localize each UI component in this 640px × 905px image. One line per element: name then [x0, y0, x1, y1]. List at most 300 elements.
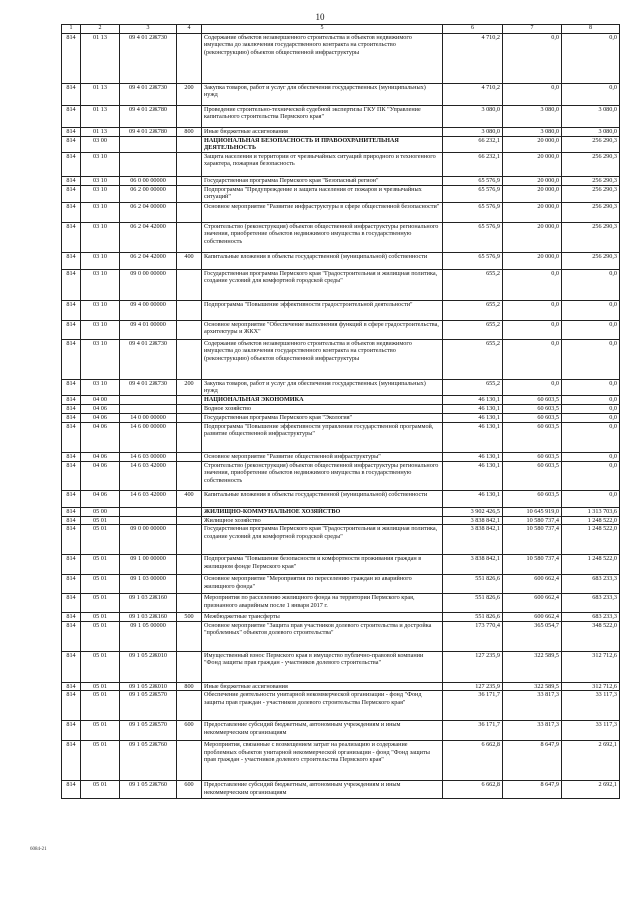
cell-section: 03 10	[81, 321, 120, 340]
cell-expense-type	[177, 462, 202, 491]
cell-description: Проведение строительно-технической судебной экспертизы ГКУ ПК "Управление капитального строительства Пермского края"	[202, 106, 443, 128]
table-row	[62, 34, 620, 84]
cell-amount-2: 600 662,4	[503, 575, 562, 594]
cell-description: Содержание объектов незавершенного строительства и объектов недвижимого имущества до заключения государственного контракта на строительство (реконструкцию) объектов общественной инфраструктуры	[202, 34, 443, 84]
cell-target-article: 06 0 00 00000	[120, 177, 177, 186]
table-row	[62, 594, 620, 613]
cell-amount-3: 0,0	[562, 340, 620, 380]
cell-amount-3: 348 522,0	[562, 621, 620, 651]
cell-amount-2: 60 603,5	[503, 414, 562, 423]
cell-amount-3: 0,0	[562, 405, 620, 414]
cell-amount-3: 256 290,3	[562, 253, 620, 270]
cell-amount-3: 256 290,3	[562, 137, 620, 153]
table-row	[62, 781, 620, 799]
cell-amount-3: 256 290,3	[562, 223, 620, 253]
cell-target-article: 06 2 04 42000	[120, 253, 177, 270]
cell-amount-3: 1 248 522,0	[562, 517, 620, 525]
table-row	[62, 177, 620, 186]
cell-admin-code: 814	[62, 508, 81, 517]
cell-amount-2: 20 000,0	[503, 186, 562, 203]
cell-target-article: 09 4 01 2Ж730	[120, 340, 177, 380]
cell-admin-code: 814	[62, 414, 81, 423]
cell-amount-2: 8 647,9	[503, 741, 562, 781]
cell-target-article	[120, 405, 177, 414]
cell-section: 05 01	[81, 651, 120, 682]
cell-expense-type: 500	[177, 613, 202, 621]
cell-description: Закупка товаров, работ и услуг для обеспечения государственных (муниципальных) нужд	[202, 84, 443, 106]
cell-section: 05 01	[81, 741, 120, 781]
col-number: 5	[202, 25, 443, 34]
footer-code: 6084-21	[30, 847, 47, 852]
cell-amount-3: 683 233,3	[562, 594, 620, 613]
cell-target-article: 09 0 00 00000	[120, 525, 177, 555]
cell-section: 05 01	[81, 691, 120, 721]
cell-expense-type	[177, 301, 202, 321]
cell-amount-3: 256 290,3	[562, 186, 620, 203]
cell-admin-code: 814	[62, 741, 81, 781]
table-row	[62, 380, 620, 396]
cell-target-article	[120, 517, 177, 525]
cell-amount-1: 3 838 842,1	[443, 525, 503, 555]
table-row	[62, 153, 620, 177]
cell-target-article: 09 4 01 2Ж730	[120, 84, 177, 106]
cell-expense-type	[177, 517, 202, 525]
cell-amount-3: 0,0	[562, 270, 620, 301]
cell-expense-type	[177, 508, 202, 517]
cell-amount-3: 256 290,3	[562, 177, 620, 186]
cell-amount-1: 4 710,2	[443, 34, 503, 84]
cell-target-article: 06 2 04 42000	[120, 223, 177, 253]
cell-amount-1: 551 826,6	[443, 575, 503, 594]
table-row	[62, 186, 620, 203]
cell-description: Основное мероприятие "Обеспечение выполнения функций в сфере градостроительства, архитектуры и ЖКХ"	[202, 321, 443, 340]
cell-description: Мероприятия по расселению жилищного фонда на территории Пермского края, признанного аварийным после 1 января 2017 г.	[202, 594, 443, 613]
cell-admin-code: 814	[62, 613, 81, 621]
cell-amount-2: 20 000,0	[503, 253, 562, 270]
cell-description: Защита населения и территории от чрезвычайных ситуаций природного и техногенного характера, пожарная безопасность	[202, 153, 443, 177]
cell-amount-3: 2 692,1	[562, 781, 620, 799]
cell-admin-code: 814	[62, 691, 81, 721]
table-row	[62, 721, 620, 741]
cell-admin-code: 814	[62, 491, 81, 508]
table-row	[62, 340, 620, 380]
cell-section: 05 01	[81, 613, 120, 621]
cell-section: 03 10	[81, 203, 120, 223]
cell-target-article: 09 4 01 00000	[120, 321, 177, 340]
cell-section: 03 10	[81, 270, 120, 301]
cell-expense-type	[177, 691, 202, 721]
cell-admin-code: 814	[62, 682, 81, 690]
cell-section: 03 00	[81, 137, 120, 153]
col-number: 1	[62, 25, 81, 34]
cell-admin-code: 814	[62, 186, 81, 203]
cell-amount-2: 0,0	[503, 34, 562, 84]
cell-admin-code: 814	[62, 396, 81, 405]
cell-admin-code: 814	[62, 525, 81, 555]
cell-section: 04 06	[81, 414, 120, 423]
table-row	[62, 84, 620, 106]
cell-amount-2: 60 603,5	[503, 396, 562, 405]
cell-amount-2: 0,0	[503, 270, 562, 301]
cell-expense-type	[177, 34, 202, 84]
table-row	[62, 555, 620, 575]
cell-section: 05 01	[81, 517, 120, 525]
cell-expense-type	[177, 137, 202, 153]
table-row	[62, 691, 620, 721]
cell-target-article: 06 2 04 00000	[120, 203, 177, 223]
cell-description: Иные бюджетные ассигнования	[202, 682, 443, 690]
cell-amount-1: 65 576,9	[443, 177, 503, 186]
cell-expense-type	[177, 405, 202, 414]
table-row	[62, 414, 620, 423]
column-number-row	[62, 25, 620, 34]
table-row	[62, 128, 620, 137]
cell-target-article	[120, 508, 177, 517]
page-number: 10	[315, 12, 325, 22]
cell-section: 03 10	[81, 301, 120, 321]
cell-target-article: 09 1 05 2Ж760	[120, 781, 177, 799]
cell-section: 01 13	[81, 106, 120, 128]
cell-amount-3: 0,0	[562, 321, 620, 340]
cell-section: 01 13	[81, 34, 120, 84]
cell-target-article: 09 1 05 2Ж010	[120, 682, 177, 690]
table-row	[62, 613, 620, 621]
cell-expense-type: 600	[177, 781, 202, 799]
cell-amount-1: 655,2	[443, 340, 503, 380]
cell-amount-2: 20 000,0	[503, 137, 562, 153]
cell-amount-2: 3 080,0	[503, 128, 562, 137]
cell-description: Подпрограмма "Повышение безопасности и комфортности проживания граждан в жилищном фонде Пермского края"	[202, 555, 443, 575]
table-row	[62, 203, 620, 223]
cell-description: Предоставление субсидий бюджетным, автономным учреждениям и иным некоммерческим организациям	[202, 781, 443, 799]
cell-description: Имущественный взнос Пермского края в имущество публично-правовой компании "Фонд защиты прав граждан - участников долевого строительства"	[202, 651, 443, 682]
cell-expense-type: 400	[177, 491, 202, 508]
cell-amount-1: 655,2	[443, 321, 503, 340]
cell-section: 05 01	[81, 682, 120, 690]
cell-amount-2: 20 000,0	[503, 223, 562, 253]
cell-admin-code: 814	[62, 721, 81, 741]
cell-description: Подпрограмма "Предупреждение и защита населения от пожаров и чрезвычайных ситуаций"	[202, 186, 443, 203]
cell-amount-1: 655,2	[443, 301, 503, 321]
cell-target-article: 09 1 03 00000	[120, 575, 177, 594]
cell-expense-type	[177, 223, 202, 253]
table-row	[62, 525, 620, 555]
cell-expense-type	[177, 340, 202, 380]
cell-section: 05 01	[81, 621, 120, 651]
cell-amount-3: 0,0	[562, 380, 620, 396]
cell-description: Государственная программа Пермского края "Градостроительная и жилищная политика, создание условий для комфортной городской среды"	[202, 270, 443, 301]
cell-expense-type	[177, 555, 202, 575]
cell-target-article	[120, 137, 177, 153]
table-row	[62, 423, 620, 453]
cell-amount-2: 10 645 919,0	[503, 508, 562, 517]
cell-description: Государственная программа Пермского края "Экология"	[202, 414, 443, 423]
cell-amount-1: 46 130,1	[443, 405, 503, 414]
cell-expense-type: 800	[177, 682, 202, 690]
cell-amount-3: 2 692,1	[562, 741, 620, 781]
table-row	[62, 651, 620, 682]
cell-expense-type	[177, 414, 202, 423]
cell-admin-code: 814	[62, 223, 81, 253]
cell-section: 04 06	[81, 423, 120, 453]
cell-target-article: 14 6 03 42000	[120, 462, 177, 491]
cell-amount-1: 66 232,1	[443, 137, 503, 153]
cell-expense-type	[177, 270, 202, 301]
cell-expense-type	[177, 177, 202, 186]
cell-amount-1: 46 130,1	[443, 453, 503, 462]
cell-amount-3: 683 233,3	[562, 613, 620, 621]
cell-expense-type	[177, 594, 202, 613]
table-row	[62, 453, 620, 462]
cell-expense-type	[177, 396, 202, 405]
cell-amount-1: 46 130,1	[443, 491, 503, 508]
cell-admin-code: 814	[62, 575, 81, 594]
cell-amount-1: 6 662,8	[443, 741, 503, 781]
cell-target-article: 09 1 03 2Ж160	[120, 613, 177, 621]
cell-description: Государственная программа Пермского края "Градостроительная и жилищная политика, создание условий для комфортной городской среды"	[202, 525, 443, 555]
cell-section: 04 06	[81, 453, 120, 462]
cell-amount-1: 46 130,1	[443, 423, 503, 453]
cell-description: Содержание объектов незавершенного строительства и объектов недвижимого имущества до заключения государственного контракта на строительство (реконструкцию) объектов общественной инфраструктуры	[202, 340, 443, 380]
table-row	[62, 223, 620, 253]
table-row	[62, 575, 620, 594]
cell-amount-2: 10 580 737,4	[503, 555, 562, 575]
cell-expense-type	[177, 453, 202, 462]
cell-amount-2: 60 603,5	[503, 462, 562, 491]
table-row	[62, 621, 620, 651]
cell-expense-type: 600	[177, 721, 202, 741]
cell-amount-2: 20 000,0	[503, 177, 562, 186]
cell-amount-2: 0,0	[503, 301, 562, 321]
cell-admin-code: 814	[62, 517, 81, 525]
cell-section: 03 10	[81, 153, 120, 177]
cell-description: ЖИЛИЩНО-КОММУНАЛЬНОЕ ХОЗЯЙСТВО	[202, 508, 443, 517]
cell-target-article: 14 6 03 42000	[120, 491, 177, 508]
cell-amount-2: 0,0	[503, 340, 562, 380]
cell-target-article: 09 4 01 2Ж780	[120, 128, 177, 137]
cell-amount-2: 365 054,7	[503, 621, 562, 651]
cell-amount-3: 33 117,3	[562, 691, 620, 721]
cell-amount-1: 127 235,9	[443, 682, 503, 690]
cell-description: Основное мероприятие "Развитие инфраструктуры в сфере общественной безопасности"	[202, 203, 443, 223]
cell-amount-2: 600 662,4	[503, 594, 562, 613]
cell-target-article: 09 1 05 2Ж010	[120, 651, 177, 682]
cell-target-article: 09 1 05 2Ж570	[120, 691, 177, 721]
cell-admin-code: 814	[62, 34, 81, 84]
cell-amount-3: 0,0	[562, 84, 620, 106]
table-row	[62, 137, 620, 153]
cell-section: 03 10	[81, 380, 120, 396]
cell-section: 03 10	[81, 253, 120, 270]
cell-amount-3: 3 080,0	[562, 128, 620, 137]
cell-section: 05 01	[81, 575, 120, 594]
cell-amount-1: 65 576,9	[443, 203, 503, 223]
cell-admin-code: 814	[62, 321, 81, 340]
cell-amount-3: 0,0	[562, 423, 620, 453]
cell-target-article: 09 1 05 00000	[120, 621, 177, 651]
cell-section: 05 01	[81, 781, 120, 799]
cell-admin-code: 814	[62, 380, 81, 396]
cell-amount-2: 33 817,3	[503, 691, 562, 721]
cell-expense-type: 800	[177, 128, 202, 137]
cell-amount-1: 65 576,9	[443, 253, 503, 270]
cell-amount-2: 33 817,3	[503, 721, 562, 741]
cell-description: Обеспечение деятельности унитарной некоммерческой организации - фонд "Фонд защиты прав граждан - участников долевого строительства Пермского края"	[202, 691, 443, 721]
cell-amount-3: 312 712,6	[562, 682, 620, 690]
cell-amount-2: 20 000,0	[503, 203, 562, 223]
cell-target-article: 09 4 00 00000	[120, 301, 177, 321]
cell-description: Мероприятия, связанные с возмещением затрат на реализацию и содержание проблемных объектов унитарной некоммерческой организации - фонд "Фонд защиты прав граждан - участников долевого строительства Пермского края"	[202, 741, 443, 781]
cell-description: НАЦИОНАЛЬНАЯ БЕЗОПАСНОСТЬ И ПРАВООХРАНИТЕЛЬНАЯ ДЕЯТЕЛЬНОСТЬ	[202, 137, 443, 153]
cell-amount-1: 551 826,6	[443, 613, 503, 621]
cell-amount-3: 256 290,3	[562, 203, 620, 223]
cell-admin-code: 814	[62, 270, 81, 301]
cell-admin-code: 814	[62, 153, 81, 177]
cell-expense-type	[177, 423, 202, 453]
cell-amount-1: 65 576,9	[443, 186, 503, 203]
cell-admin-code: 814	[62, 84, 81, 106]
cell-amount-2: 60 603,5	[503, 423, 562, 453]
cell-description: Предоставление субсидий бюджетным, автономным учреждениям и иным некоммерческим организациям	[202, 721, 443, 741]
cell-target-article: 14 6 03 00000	[120, 453, 177, 462]
cell-amount-1: 46 130,1	[443, 462, 503, 491]
cell-description: Жилищное хозяйство	[202, 517, 443, 525]
cell-description: Строительство (реконструкция) объектов общественной инфраструктуры регионального значения, приобретение объектов недвижимого имущества в государственную собственность	[202, 223, 443, 253]
cell-amount-3: 0,0	[562, 462, 620, 491]
cell-amount-3: 683 233,3	[562, 575, 620, 594]
cell-admin-code: 814	[62, 137, 81, 153]
cell-amount-1: 3 902 426,5	[443, 508, 503, 517]
cell-section: 05 01	[81, 525, 120, 555]
cell-target-article	[120, 153, 177, 177]
table-row	[62, 301, 620, 321]
cell-admin-code: 814	[62, 621, 81, 651]
cell-amount-3: 256 290,3	[562, 153, 620, 177]
col-number: 2	[81, 25, 120, 34]
cell-expense-type	[177, 321, 202, 340]
cell-admin-code: 814	[62, 128, 81, 137]
table-row	[62, 682, 620, 690]
cell-admin-code: 814	[62, 301, 81, 321]
cell-admin-code: 814	[62, 405, 81, 414]
cell-amount-2: 60 603,5	[503, 405, 562, 414]
cell-amount-2: 322 589,5	[503, 682, 562, 690]
cell-expense-type	[177, 741, 202, 781]
cell-expense-type: 200	[177, 84, 202, 106]
cell-amount-3: 1 313 703,6	[562, 508, 620, 517]
cell-amount-2: 3 080,0	[503, 106, 562, 128]
cell-section: 01 13	[81, 84, 120, 106]
cell-admin-code: 814	[62, 423, 81, 453]
cell-target-article: 09 4 01 2Ж780	[120, 106, 177, 128]
table-row	[62, 517, 620, 525]
cell-section: 05 01	[81, 594, 120, 613]
cell-section: 05 01	[81, 721, 120, 741]
cell-amount-3: 312 712,6	[562, 651, 620, 682]
cell-amount-1: 46 130,1	[443, 396, 503, 405]
cell-description: Основное мероприятие "Развитие общественной инфраструктуры"	[202, 453, 443, 462]
cell-description: Основное мероприятие "Защита прав участников долевого строительства и достройка "проблемных" объектов долевого строительства"	[202, 621, 443, 651]
cell-target-article: 14 6 00 00000	[120, 423, 177, 453]
cell-target-article: 09 1 03 2Ж160	[120, 594, 177, 613]
cell-amount-3: 1 248 522,0	[562, 525, 620, 555]
table-row	[62, 253, 620, 270]
cell-amount-2: 0,0	[503, 321, 562, 340]
cell-amount-1: 655,2	[443, 380, 503, 396]
cell-admin-code: 814	[62, 253, 81, 270]
cell-amount-3: 0,0	[562, 491, 620, 508]
cell-expense-type	[177, 621, 202, 651]
cell-description: Государственная программа Пермского края "Безопасный регион"	[202, 177, 443, 186]
cell-expense-type	[177, 203, 202, 223]
cell-description: Основное мероприятие "Мероприятия по переселению граждан из аварийного жилищного фонда"	[202, 575, 443, 594]
cell-section: 03 10	[81, 186, 120, 203]
cell-amount-1: 3 838 842,1	[443, 517, 503, 525]
table-row	[62, 491, 620, 508]
cell-section: 05 00	[81, 508, 120, 517]
cell-amount-2: 322 589,5	[503, 651, 562, 682]
cell-amount-1: 655,2	[443, 270, 503, 301]
cell-expense-type: 200	[177, 380, 202, 396]
cell-amount-2: 60 603,5	[503, 453, 562, 462]
cell-admin-code: 814	[62, 555, 81, 575]
cell-amount-1: 46 130,1	[443, 414, 503, 423]
cell-expense-type	[177, 153, 202, 177]
cell-amount-1: 3 838 842,1	[443, 555, 503, 575]
cell-admin-code: 814	[62, 594, 81, 613]
cell-amount-1: 551 826,6	[443, 594, 503, 613]
table-row	[62, 741, 620, 781]
col-number: 7	[503, 25, 562, 34]
cell-admin-code: 814	[62, 340, 81, 380]
cell-description: Иные бюджетные ассигнования	[202, 128, 443, 137]
cell-amount-2: 8 647,9	[503, 781, 562, 799]
cell-amount-3: 0,0	[562, 34, 620, 84]
budget-table	[61, 24, 620, 799]
cell-section: 04 00	[81, 396, 120, 405]
cell-target-article: 09 0 00 00000	[120, 270, 177, 301]
table-row	[62, 462, 620, 491]
cell-amount-2: 60 603,5	[503, 491, 562, 508]
cell-amount-3: 0,0	[562, 301, 620, 321]
cell-amount-3: 33 117,3	[562, 721, 620, 741]
table-row	[62, 321, 620, 340]
cell-amount-1: 127 235,9	[443, 651, 503, 682]
cell-target-article: 14 0 00 00000	[120, 414, 177, 423]
table-row	[62, 405, 620, 414]
cell-amount-3: 0,0	[562, 414, 620, 423]
cell-section: 03 10	[81, 177, 120, 186]
cell-description: Закупка товаров, работ и услуг для обеспечения государственных (муниципальных) нужд	[202, 380, 443, 396]
cell-expense-type	[177, 186, 202, 203]
cell-description: Строительство (реконструкция) объектов общественной инфраструктуры регионального значения, приобретение объектов недвижимого имущества в государственную собственность	[202, 462, 443, 491]
cell-admin-code: 814	[62, 651, 81, 682]
cell-amount-1: 3 080,0	[443, 128, 503, 137]
cell-description: Межбюджетные трансферты	[202, 613, 443, 621]
cell-expense-type	[177, 106, 202, 128]
cell-section: 01 13	[81, 128, 120, 137]
table-row	[62, 396, 620, 405]
cell-amount-3: 3 080,0	[562, 106, 620, 128]
table-row	[62, 508, 620, 517]
col-number: 6	[443, 25, 503, 34]
cell-admin-code: 814	[62, 177, 81, 186]
cell-amount-1: 6 662,8	[443, 781, 503, 799]
cell-description: Подпрограмма "Повышение эффективности градостроительной деятельности"	[202, 301, 443, 321]
cell-description: Капитальные вложения в объекты государственной (муниципальной) собственности	[202, 491, 443, 508]
cell-admin-code: 814	[62, 203, 81, 223]
cell-admin-code: 814	[62, 781, 81, 799]
